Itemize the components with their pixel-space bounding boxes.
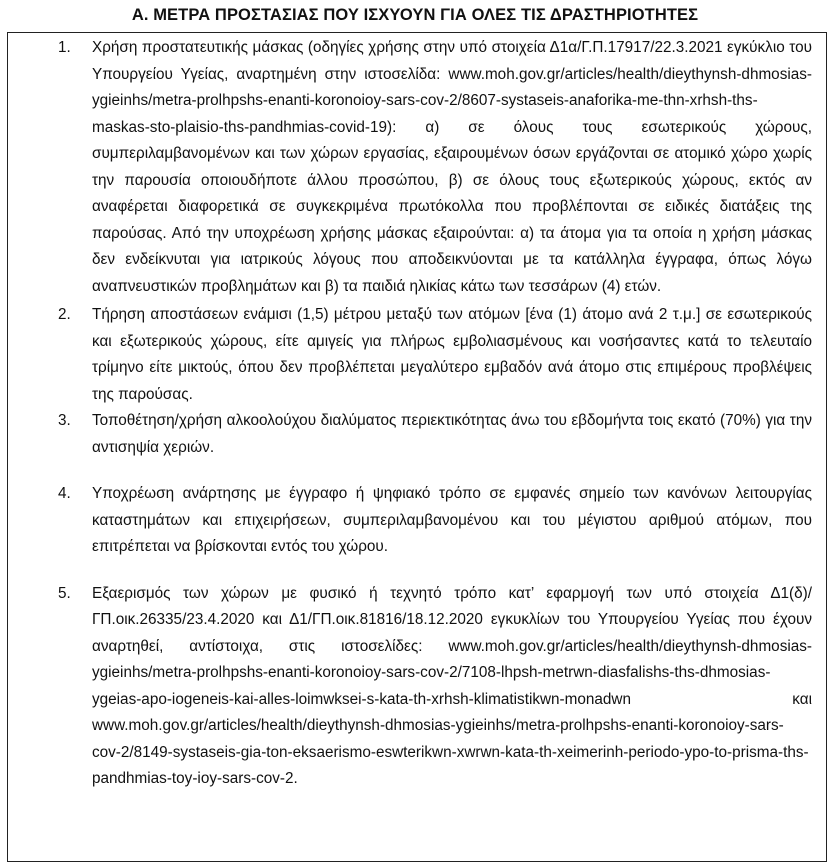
item-text: Τήρηση αποστάσεων ενάμισι (1,5) μέτρου μεταξύ των ατόμων [ένα (1) άτομο ανά 2 τ.μ.] σε εσωτερικούς και εξωτερικούς χώρους, είτε αμιγείς για πλήρως εμβολιασμένους και νοσήσαντες κατά το τελευταίο τρίμηνο είτε μικτούς, όπου δεν προβλέπεται μεγαλύτερο εμβαδόν ανά άτομο στις επιμέρους προβλέψεις της παρούσας.	[92, 306, 812, 403]
item-number: 1.	[58, 39, 71, 56]
item-number: 4.	[58, 485, 71, 502]
item-text: Εξαερισμός των χώρων με φυσικό ή τεχνητό τρόπο κατ’ εφαρμογή των υπό στοιχεία Δ1(δ)/ΓΠ.οικ.26335/23.4.2020 και Δ1/ΓΠ.οικ.81816/18.12.2020 εγκυκλίων του Υπουργείου Υγείας που έχουν αναρτηθεί, αντίστοιχα, στις ιστοσελίδες: www.moh.gov.gr/articles/health/dieythynsh-dhmosias-ygieinhs/metra-prolhpshs-enanti-koronoioy-sars-cov-2/7108-lhpsh-metrwn-diasfalishs-ths-dhmosias-ygeias-apo-iogeneis-kai-alles-loimwksei-s-kata-th-xrhsh-klimatistikwn-monadwn και www.moh.gov.gr/articles/health/dieythynsh-dhmosias-ygieinhs/metra-prolhpshs-enanti-koronoioy-sars-cov-2/8149-systaseis-gia-ton-eksaerismo-eswterikwn-xwrwn-kata-th-xeimerinh-periodo-ypo-to-prisma-ths-pandhmias-toy-ioy-sars-cov-2.	[92, 584, 812, 787]
item-number: 3.	[58, 412, 71, 429]
item-text: Τοποθέτηση/χρήση αλκοολούχου διαλύματος περιεκτικότητας άνω του εβδομήντα τοις εκατό (70%) για την αντισηψία χεριών.	[92, 412, 812, 456]
item-text: Χρήση προστατευτικής μάσκας (οδηγίες χρήσης στην υπό στοιχεία Δ1α/Γ.Π.17917/22.3.2021 εγκύκλιο του Υπουργείου Υγείας, αναρτημένη στην ιστοσελίδα: www.moh.gov.gr/articles/health/dieythynsh-dhmosias-ygieinhs/metra-prolhpshs-enanti-koronoioy-sars-cov-2/8607-systaseis-anaforika-me-thn-xrhsh-ths-maskas-sto-plaisio-ths-pandhmias-covid-19): α) σε όλους τους εσωτερικούς χώρους, συμπεριλαμβανομένων και των χώρων εργασίας, εξαιρουμένων όσων εργάζονται σε ατομικό χώρο χωρίς την παρουσία οποιουδήποτε άλλου προσώπου, β) σε όλους τους εξωτερικούς χώρους, εκτός αν αναφέρεται διαφορετικά σε συγκεκριμένα πρωτόκολλα που προβλέπονται σε ειδικές διατάξεις της παρούσας. Από την υποχρέωση χρήσης μάσκας εξαιρούνται: α) τα άτομα για τα οποία η χρήση μάσκας δεν ενδείκνυται για ιατρικούς λόγους που αποδεικνύονται με τα κατάλληλα έγγραφα, όπως λόγω αναπνευστικών προβλημάτων και β) τα παιδιά ηλικίας κάτω των τεσσάρων (4) ετών.	[92, 39, 812, 295]
list-item	[8, 481, 828, 561]
list-item	[8, 408, 828, 461]
list-item	[8, 35, 828, 300]
list-item	[8, 581, 828, 793]
list-item	[8, 302, 828, 408]
measures-list	[8, 35, 828, 793]
item-text: Υποχρέωση ανάρτησης με έγγραφο ή ψηφιακό τρόπο σε εμφανές σημείο των κανόνων λειτουργίας καταστημάτων και επιχειρήσεων, συμπεριλαμβανομένου και του μέγιστου αριθμού ατόμων, που επιτρέπεται να βρίσκονται εντός του χώρου.	[92, 485, 812, 555]
section-heading: Α. ΜΕΤΡΑ ΠΡΟΣΤΑΣΙΑΣ ΠΟΥ ΙΣΧΥΟΥΝ ΓΙΑ ΟΛΕΣ ΤΙΣ ΔΡΑΣΤΗΡΙΟΤΗΤΕΣ	[131, 6, 699, 24]
item-number: 2.	[58, 306, 71, 323]
measures-frame	[7, 32, 827, 862]
item-number: 5.	[58, 584, 71, 602]
